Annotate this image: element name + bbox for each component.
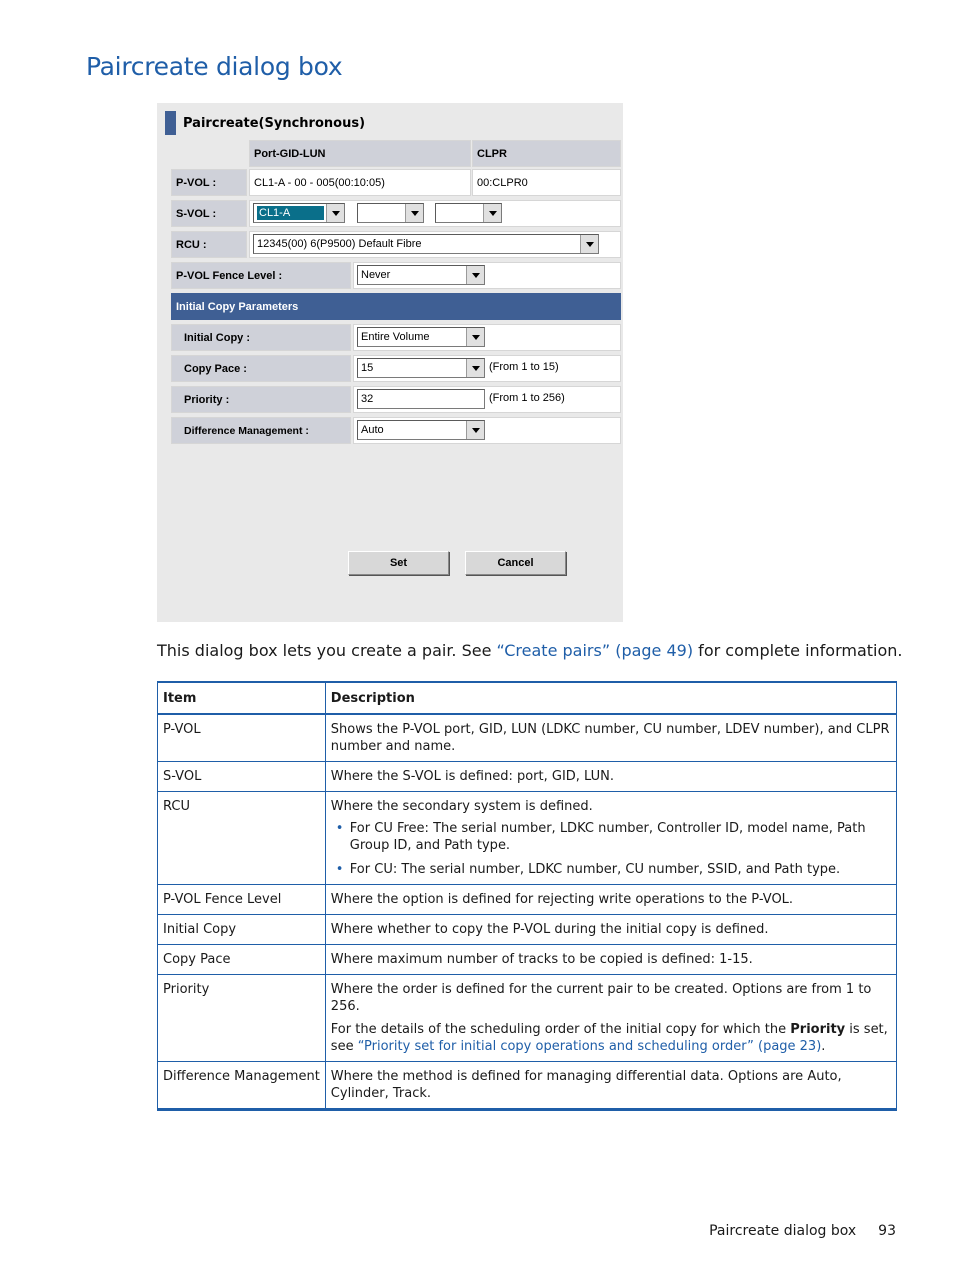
set-button[interactable]: Set — [348, 551, 449, 575]
initial-copy-select[interactable] — [357, 327, 485, 347]
chevron-down-icon — [326, 204, 344, 222]
item-cell: RCU — [158, 792, 326, 885]
pvol-port-value: CL1-A - 00 - 005(00:10:05) — [249, 169, 471, 196]
pvol-label: P-VOL : — [171, 169, 247, 196]
chevron-down-icon — [466, 266, 484, 284]
priority-hint: (From 1 to 256) — [489, 392, 565, 404]
intro-text-before: This dialog box lets you create a pair. See — [157, 641, 497, 660]
priority-label: Priority : — [171, 386, 351, 413]
table-row — [158, 945, 897, 975]
rcu-bullet-list — [331, 820, 891, 878]
svol-gid-select[interactable] — [357, 203, 424, 223]
item-cell: Initial Copy — [158, 915, 326, 945]
priority-scheduling-link[interactable]: “Priority set for initial copy operations and scheduling order” (page 23) — [357, 1039, 822, 1054]
fence-level-select[interactable] — [357, 265, 485, 285]
priority-details-text-2: is set, see — [330, 1022, 888, 1054]
fence-level-label: P-VOL Fence Level : — [171, 262, 351, 289]
chevron-down-icon — [580, 235, 598, 253]
description-cell: Shows the P-VOL port, GID, LUN (LDKC number, CU number, LDEV number), and CLPR number and name. — [325, 714, 896, 762]
description-cell: Where the method is defined for managing differential data. Options are Auto, Cylinder, Track. — [325, 1062, 896, 1110]
description-table — [157, 681, 897, 1111]
description-cell: Where the option is defined for rejecting write operations to the P-VOL. — [325, 885, 896, 915]
footer-section-title: Paircreate dialog box — [709, 1223, 857, 1239]
chevron-down-icon — [466, 359, 484, 377]
initial-copy-value: Entire Volume — [361, 331, 430, 343]
cancel-button[interactable]: Cancel — [465, 551, 566, 575]
rcu-description: Where the secondary system is defined. — [330, 799, 593, 814]
column-header-port-gid-lun: Port-GID-LUN — [249, 140, 471, 167]
title-accent-bar — [165, 111, 176, 135]
difference-management-value: Auto — [361, 424, 384, 436]
table-row — [158, 792, 897, 885]
chevron-down-icon — [466, 328, 484, 346]
table-header-row — [158, 682, 897, 714]
paircreate-dialog — [157, 103, 623, 622]
copy-pace-label: Copy Pace : — [171, 355, 351, 382]
chevron-down-icon — [466, 421, 484, 439]
priority-details-text: For the details of the scheduling order of the initial copy for which the — [330, 1022, 791, 1037]
description-cell: Where whether to copy the P-VOL during the initial copy is defined. — [325, 915, 896, 945]
rcu-value: 12345(00) 6(P9500) Default Fibre — [257, 238, 422, 250]
item-cell: P-VOL Fence Level — [158, 885, 326, 915]
pvol-clpr-value: 00:CLPR0 — [472, 169, 621, 196]
description-cell — [325, 975, 896, 1062]
description-cell: Where the S-VOL is defined: port, GID, LUN. — [325, 762, 896, 792]
item-cell: S-VOL — [158, 762, 326, 792]
list-item: • For CU: The serial number, LDKC number, CU number, SSID, and Path type. — [350, 861, 891, 878]
item-cell: Copy Pace — [158, 945, 326, 975]
copy-pace-select[interactable] — [357, 358, 485, 378]
table-row — [158, 714, 897, 762]
rcu-select[interactable] — [253, 234, 599, 254]
list-item: • For CU Free: The serial number, LDKC number, Controller ID, model name, Path Group ID, and Path type. — [350, 820, 891, 854]
copy-pace-hint: (From 1 to 15) — [489, 361, 559, 373]
chevron-down-icon — [405, 204, 423, 222]
intro-text-after: for complete information. — [693, 641, 903, 660]
page-footer — [709, 1223, 896, 1239]
dialog-title: Paircreate(Synchronous) — [183, 116, 366, 131]
page-number: 93 — [878, 1223, 896, 1239]
svol-label: S-VOL : — [171, 200, 247, 227]
difference-management-label: Difference Management : — [171, 417, 351, 444]
page-title: Paircreate dialog box — [86, 52, 343, 81]
item-cell: Difference Management — [158, 1062, 326, 1110]
intro-paragraph — [157, 641, 917, 660]
table-row — [158, 1062, 897, 1110]
table-row — [158, 762, 897, 792]
create-pairs-link[interactable]: “Create pairs” (page 49) — [496, 641, 694, 660]
header-description: Description — [325, 682, 896, 714]
priority-input[interactable]: 32 — [357, 389, 485, 409]
description-cell: Where maximum number of tracks to be copied is defined: 1-15. — [325, 945, 896, 975]
svol-port-value: CL1-A — [257, 206, 324, 220]
initial-copy-parameters-header: Initial Copy Parameters — [171, 293, 621, 320]
svol-port-select[interactable] — [253, 203, 345, 223]
description-cell — [325, 792, 896, 885]
item-cell: Priority — [158, 975, 326, 1062]
header-item: Item — [158, 682, 326, 714]
priority-bold-term: Priority — [790, 1022, 846, 1037]
chevron-down-icon — [483, 204, 501, 222]
priority-details-end: . — [821, 1039, 826, 1054]
svol-lun-select[interactable] — [435, 203, 502, 223]
fence-level-value: Never — [361, 269, 391, 281]
initial-copy-label: Initial Copy : — [171, 324, 351, 351]
priority-description: Where the order is defined for the current pair to be created. Options are from 1 to 256. — [330, 982, 872, 1014]
item-cell: P-VOL — [158, 714, 326, 762]
column-header-clpr: CLPR — [472, 140, 621, 167]
rcu-label: RCU : — [171, 231, 247, 258]
table-row — [158, 975, 897, 1062]
table-row — [158, 915, 897, 945]
copy-pace-value: 15 — [361, 362, 374, 374]
difference-management-select[interactable] — [357, 420, 485, 440]
priority-details — [331, 1021, 891, 1055]
table-row — [158, 885, 897, 915]
